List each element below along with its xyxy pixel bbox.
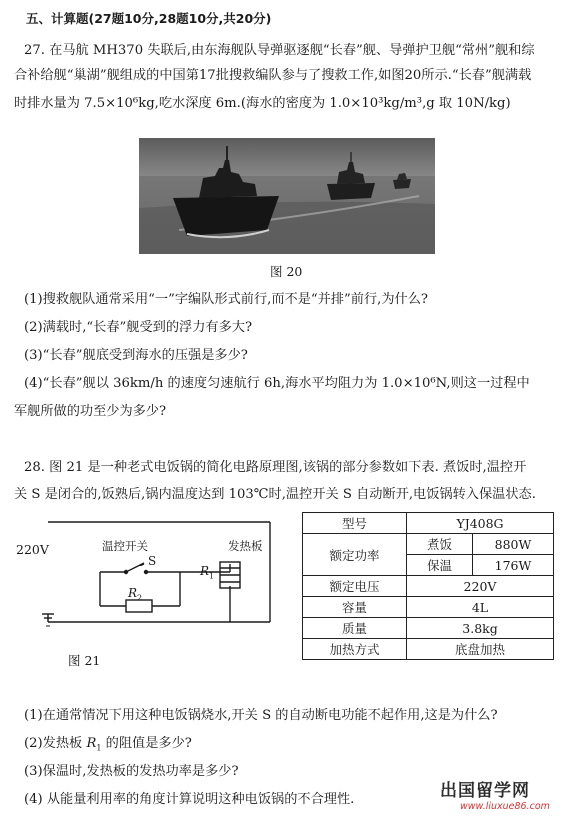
- figure-20-caption: 图 20: [270, 264, 303, 279]
- q28-sub-2: (2)发热板 $R_1$ 的阻值是多少?: [24, 736, 192, 753]
- voltage-label: 220V: [16, 542, 49, 557]
- circuit-diagram: [16, 514, 288, 634]
- warship-photo: [139, 138, 435, 254]
- table-cell: 保温: [407, 555, 473, 576]
- table-cell: YJ408G: [407, 513, 554, 534]
- q27-sub-1: (1)搜救舰队通常采用“一”字编队形式前行,而不是“并排”前行,为什么?: [24, 292, 428, 307]
- q28-sub-3: (3)保温时,发热板的发热功率是多少?: [24, 764, 239, 779]
- table-cell: 质量: [303, 618, 407, 639]
- table-row: [303, 597, 554, 618]
- table-cell: 4L: [407, 597, 554, 618]
- table-row: [303, 639, 554, 660]
- q27-sub-3: (3)“长春”舰底受到海水的压强是多少?: [24, 348, 248, 363]
- site-watermark: [440, 776, 550, 812]
- table-cell: 额定电压: [303, 576, 407, 597]
- table-cell: 煮饭: [407, 534, 473, 555]
- table-row: [303, 513, 554, 534]
- watermark-url: www.liuxue86.com: [460, 801, 550, 812]
- table-row: [303, 576, 554, 597]
- section-heading: 五、计算题(27题10分,28题10分,共20分): [26, 11, 272, 26]
- table-cell: 容量: [303, 597, 407, 618]
- q28-sub-1: (1)在通常情况下用这种电饭锅烧水,开关 S 的自动断电功能不起作用,这是为什么?: [24, 708, 498, 723]
- table-row: [303, 618, 554, 639]
- figure-21-caption: 图 21: [68, 653, 101, 668]
- table-cell: 880W: [473, 534, 554, 555]
- q27-sub-2: (2)满载时,“长春”舰受到的浮力有多大?: [24, 320, 253, 335]
- table-cell: 型号: [303, 513, 407, 534]
- table-cell: 加热方式: [303, 639, 407, 660]
- q27-sub-4-cont: 军舰所做的功至少为多少?: [14, 404, 167, 419]
- q28-sub-4: (4) 从能量利用率的角度计算说明这种电饭锅的不合理性.: [24, 792, 355, 807]
- table-cell: 底盘加热: [407, 639, 554, 660]
- switch-name: S: [148, 554, 157, 568]
- table-cell: 176W: [473, 555, 554, 576]
- q28-line-2: 关 S 是闭合的,饭熟后,锅内温度达到 103℃时,温控开关 S 自动断开,电饭锅转入保温状态.: [14, 487, 536, 502]
- watermark-site-name: 出国留学网: [440, 781, 530, 801]
- spec-table: [302, 512, 554, 660]
- r2-label: $R_2$: [128, 586, 143, 603]
- q27-line-2: 合补给舰“巢湖”舰组成的中国第17批搜救编队参与了搜救工作,如图20所示.“长春”舰满载: [14, 68, 532, 83]
- heater-label: 发热板: [228, 539, 263, 553]
- table-cell: 额定功率: [303, 534, 407, 576]
- q27-line-1: 27. 在马航 MH370 失联后,由东海舰队导弹驱逐舰“长春”舰、导弹护卫舰“常州”舰和综: [24, 43, 535, 58]
- q27-sub-4: (4)“长春”舰以 36km/h 的速度匀速航行 6h,海水平均阻力为 1.0×10⁶N,则这一过程中: [24, 376, 530, 391]
- q28-line-1: 28. 图 21 是一种老式电饭锅的简化电路原理图,该锅的部分参数如下表. 煮饭时,温控开: [24, 460, 527, 475]
- q27-line-3: 时排水量为 7.5×10⁶kg,吃水深度 6m.(海水的密度为 1.0×10³kg/m³,g 取 10N/kg): [14, 96, 511, 111]
- r1-label: $R_1$: [200, 564, 215, 581]
- switch-label: 温控开关: [102, 539, 148, 553]
- table-cell: 3.8kg: [407, 618, 554, 639]
- table-row: [303, 534, 554, 555]
- table-cell: 220V: [407, 576, 554, 597]
